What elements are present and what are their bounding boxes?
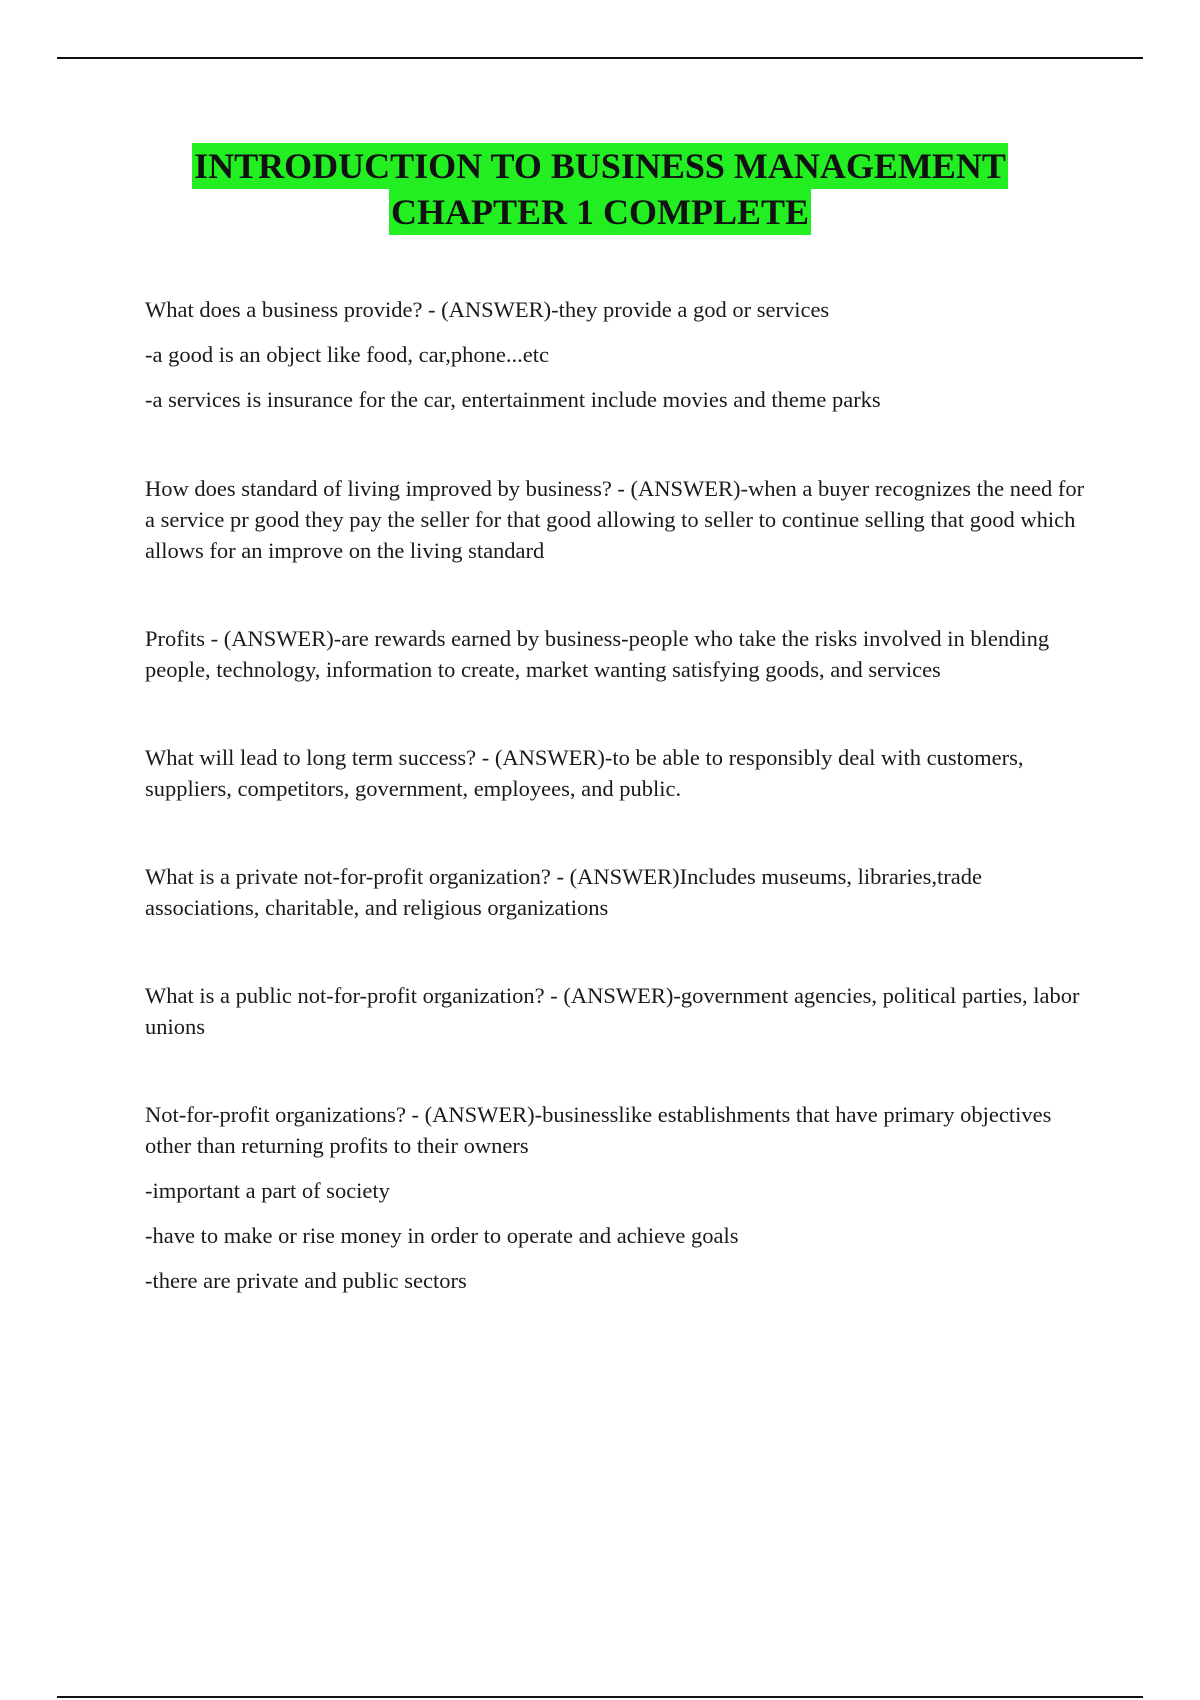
bullet-item: -a good is an object like food, car,phone...etc <box>145 342 549 367</box>
qa-text: What is a private not-for-profit organization? - (ANSWER)Includes museums, libraries,trade associations, charitable, and religious organizations <box>145 864 982 920</box>
bullet-item: -a services is insurance for the car, entertainment include movies and theme parks <box>145 387 881 412</box>
document-body <box>145 294 1085 1296</box>
title-line-2: CHAPTER 1 COMPLETE <box>389 189 811 235</box>
bullet-item: -have to make or rise money in order to operate and achieve goals <box>145 1223 739 1248</box>
qa-text: Profits - (ANSWER)-are rewards earned by business-people who take the risks involved in blending people, technology, information to create, market wanting satisfying goods, and services <box>145 626 1050 682</box>
qa-entry-business-provide <box>145 294 1085 415</box>
qa-entry-private-not-for-profit <box>145 861 1085 923</box>
qa-text: What will lead to long term success? - (ANSWER)-to be able to responsibly deal with customers, suppliers, competitors, government, employees, and public. <box>145 745 1024 801</box>
qa-text: What is a public not-for-profit organization? - (ANSWER)-government agencies, political parties, labor unions <box>145 983 1080 1039</box>
qa-entry-not-for-profit-organizations <box>145 1099 1085 1296</box>
page-title <box>0 143 1200 235</box>
bottom-rule <box>57 1696 1143 1698</box>
qa-entry-standard-of-living <box>145 473 1085 566</box>
qa-text: What does a business provide? - (ANSWER)-they provide a god or services <box>145 297 830 322</box>
bullet-item: -important a part of society <box>145 1178 390 1203</box>
top-rule <box>57 57 1143 59</box>
qa-text: How does standard of living improved by business? - (ANSWER)-when a buyer recognizes the need for a service pr good they pay the seller for that good allowing to seller to continue selling that good which allows for an improve on the living standard <box>145 476 1085 563</box>
qa-entry-profits <box>145 623 1085 685</box>
qa-entry-public-not-for-profit <box>145 980 1085 1042</box>
qa-entry-long-term-success <box>145 742 1085 804</box>
qa-text: Not-for-profit organizations? - (ANSWER)-businesslike establishments that have primary objectives other than returning profits to their owners <box>145 1102 1052 1158</box>
bullet-item: -there are private and public sectors <box>145 1268 467 1293</box>
title-line-1: INTRODUCTION TO BUSINESS MANAGEMENT <box>192 143 1008 189</box>
